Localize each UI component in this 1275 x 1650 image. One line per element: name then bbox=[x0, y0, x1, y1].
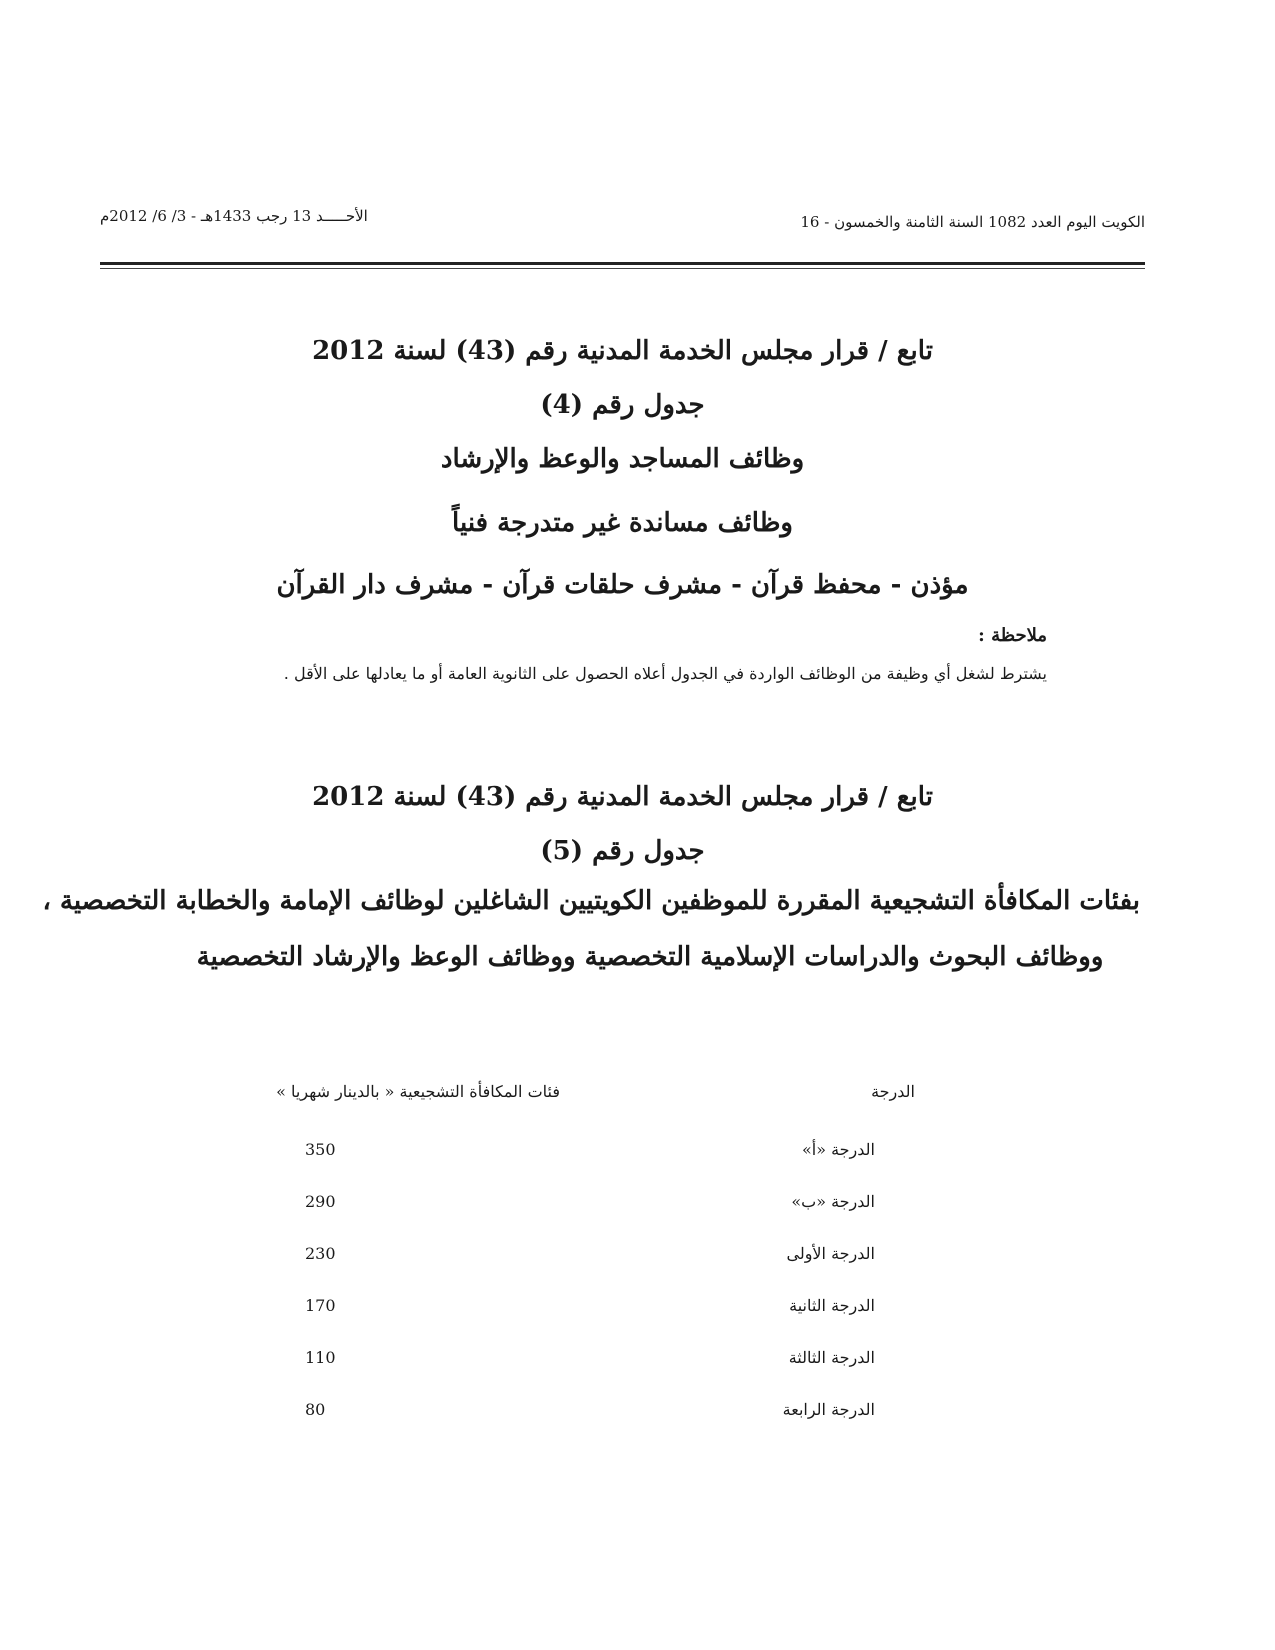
section2-title: تابع / قرار مجلس الخدمة المدنية رقم (43) لسنة 2012 bbox=[312, 782, 933, 812]
table-row bbox=[305, 1192, 875, 1216]
section1-subtitle-2: وظائف مساندة غير متدرجة فنياً bbox=[452, 508, 793, 538]
table-row bbox=[305, 1244, 875, 1268]
table-row bbox=[305, 1400, 875, 1424]
section2-description-1: بفئات المكافأة التشجيعية المقررة للموظفين الكويتيين الشاغلين لوظائف الإمامة والخطابة التخصصية ، bbox=[42, 886, 1140, 916]
header-divider bbox=[100, 262, 1145, 265]
section1-subtitle-1: وظائف المساجد والوعظ والإرشاد bbox=[440, 444, 805, 474]
column-header-grade: الدرجة bbox=[871, 1082, 915, 1101]
section2-description-2: ووظائف البحوث والدراسات الإسلامية التخصصية ووظائف الوعظ والإرشاد التخصصية bbox=[196, 942, 1104, 972]
table-row bbox=[305, 1296, 875, 1320]
grade-cell: الدرجة الرابعة bbox=[782, 1400, 875, 1419]
grade-cell: الدرجة الثالثة bbox=[788, 1348, 875, 1367]
header-divider-thin bbox=[100, 268, 1145, 269]
amount-cell: 290 bbox=[305, 1192, 336, 1211]
amount-cell: 230 bbox=[305, 1244, 336, 1263]
grade-cell: الدرجة الأولى bbox=[786, 1244, 875, 1263]
amount-cell: 170 bbox=[305, 1296, 336, 1315]
table-row bbox=[305, 1140, 875, 1164]
amount-cell: 80 bbox=[305, 1400, 326, 1419]
grade-cell: الدرجة الثانية bbox=[789, 1296, 875, 1315]
section2-table-number: جدول رقم (5) bbox=[540, 836, 705, 866]
grade-cell: الدرجة «ب» bbox=[791, 1192, 875, 1211]
amount-cell: 350 bbox=[305, 1140, 336, 1159]
header-date: الأحـــــد 13 رجب 1433هـ - 3/ 6/ 2012م bbox=[100, 207, 368, 225]
column-header-amount: فئات المكافأة التشجيعية « بالدينار شهريا » bbox=[276, 1082, 560, 1101]
note-text: يشترط لشغل أي وظيفة من الوظائف الواردة في الجدول أعلاه الحصول على الثانوية العامة أو ما يعادلها على الأقل . bbox=[283, 664, 1047, 683]
amount-cell: 110 bbox=[305, 1348, 336, 1367]
section1-job-list: مؤذن - محفظ قرآن - مشرف حلقات قرآن - مشرف دار القرآن bbox=[276, 570, 969, 600]
note-label: ملاحظة : bbox=[978, 625, 1047, 646]
table-row bbox=[305, 1348, 875, 1372]
header-issue-info: الكويت اليوم العدد 1082 السنة الثامنة والخمسون - 16 bbox=[800, 213, 1145, 231]
section1-title: تابع / قرار مجلس الخدمة المدنية رقم (43) لسنة 2012 bbox=[312, 336, 933, 366]
grade-cell: الدرجة «أ» bbox=[801, 1140, 875, 1159]
section1-table-number: جدول رقم (4) bbox=[540, 390, 705, 420]
